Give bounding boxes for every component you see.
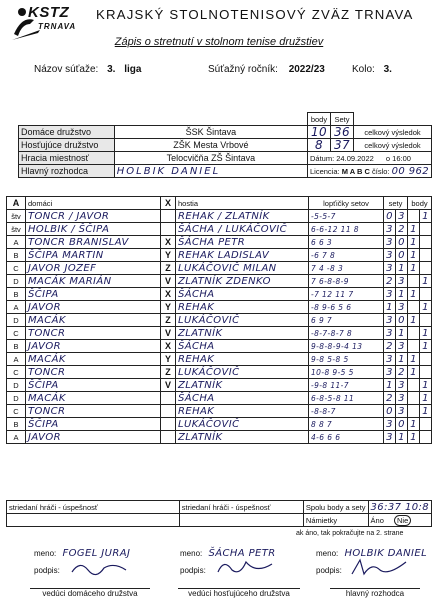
match-row [7, 379, 432, 392]
away-leader-name: ŠÁCHA PETR [208, 548, 276, 559]
match-points-away: 1 [420, 327, 432, 340]
match-away-player: REHAK / ZLATNÍK [176, 210, 309, 223]
match-side: C [7, 405, 26, 418]
venue-value: Telocvičňa ZŠ Šintava [114, 152, 307, 165]
match-row [7, 353, 432, 366]
match-sets-home: 3 [384, 223, 396, 236]
match-letter [161, 405, 176, 418]
ref-name: HOLBIK DANIEL [344, 548, 428, 559]
match-points-home [408, 405, 420, 418]
subs-away-label: striedaní hráči - úspešnosť [179, 501, 303, 514]
league-label: Názov súťaže: [34, 64, 99, 75]
match-sets-away: 3 [396, 340, 408, 353]
date-value: 24.09.2022 [336, 153, 374, 163]
points-header: body [307, 113, 330, 126]
remarks-no: Nie [394, 515, 411, 526]
match-row [7, 301, 432, 314]
match-row [7, 431, 432, 444]
sums-label: Spolu body a sety [303, 501, 368, 514]
col-x: X [161, 197, 176, 210]
match-sets-away: 1 [396, 262, 408, 275]
match-points-away [420, 418, 432, 431]
match-set-scores: 9-8 5-8 5 [309, 353, 384, 366]
match-points-away [420, 288, 432, 301]
match-set-scores: 6-8-5-8 11 [309, 392, 384, 405]
col-set-scores: lopťičky setov [309, 197, 384, 210]
away-leader-caption: vedúci hosťujúceho družstva [178, 588, 300, 598]
license-label: Licencia: [309, 166, 340, 176]
season-label: Súťažný ročník: [208, 64, 278, 75]
match-letter: Y [161, 353, 176, 366]
league-suffix: liga [124, 64, 142, 75]
match-sets-away: 3 [396, 275, 408, 288]
match-points-away [420, 314, 432, 327]
match-points-away [420, 223, 432, 236]
match-home-player: TONCR [26, 327, 161, 340]
match-home-player: MACÁK [26, 314, 161, 327]
match-away-player: REHAK LADISLAV [176, 249, 309, 262]
match-side: D [7, 275, 26, 288]
home-signature-icon [70, 558, 130, 578]
match-points-home [408, 210, 420, 223]
match-sets-away: 0 [396, 236, 408, 249]
match-row [7, 262, 432, 275]
col-home: domáci [26, 197, 161, 210]
match-sets-home: 2 [384, 392, 396, 405]
away-team-name: ZŠK Mesta Vrbové [114, 139, 307, 152]
round-label: Kolo: [352, 64, 375, 75]
match-set-scores: 4-6 6 6 [309, 431, 384, 444]
match-set-scores: -6 7 8 [309, 249, 384, 262]
match-letter: Z [161, 262, 176, 275]
match-away-player: LUKÁČOVIČ [176, 418, 309, 431]
subs-home-label: striedaní hráči - úspešnosť [7, 501, 180, 514]
match-points-away [420, 249, 432, 262]
license-class: M A B C [341, 166, 370, 176]
home-sign-label: podpis: [34, 566, 60, 575]
match-home-player: JAVOR [26, 301, 161, 314]
match-away-player: REHAK [176, 353, 309, 366]
match-side: B [7, 249, 26, 262]
match-letter: Y [161, 249, 176, 262]
match-points-home: 1 [408, 262, 420, 275]
match-home-player: TONCR [26, 366, 161, 379]
match-set-scores: 6 6 3 [309, 236, 384, 249]
match-row [7, 210, 432, 223]
away-points: 8 [307, 139, 330, 152]
match-points-home [408, 327, 420, 340]
away-name-label: meno: [180, 549, 203, 558]
season-value: 2022/23 [288, 64, 325, 75]
match-points-away: 1 [420, 392, 432, 405]
logo-subtext: TRNAVA [38, 22, 77, 31]
ref-sign-label: podpis: [316, 566, 342, 575]
match-points-home: 1 [408, 431, 420, 444]
match-side: D [7, 314, 26, 327]
date-label: Dátum: [309, 153, 335, 163]
match-side: B [7, 340, 26, 353]
col-points: body [408, 197, 432, 210]
match-points-away: 1 [420, 301, 432, 314]
match-row [7, 418, 432, 431]
match-away-player: ZLATNÍK [176, 431, 309, 444]
match-row [7, 340, 432, 353]
logo-text: KSTZ [28, 4, 70, 21]
time-label: o [385, 153, 391, 163]
license-number: 00 962 [391, 165, 429, 177]
match-home-player: ŠČIPA MARTIN [26, 249, 161, 262]
match-sets-away: 2 [396, 366, 408, 379]
match-letter [161, 418, 176, 431]
match-away-player: ZLATNÍK [176, 379, 309, 392]
round-field [352, 64, 392, 75]
match-points-home [408, 301, 420, 314]
match-sets-away: 1 [396, 431, 408, 444]
match-sets-away: 3 [396, 405, 408, 418]
match-set-scores: -8-8-7 [309, 405, 384, 418]
match-letter: V [161, 327, 176, 340]
match-set-scores: 10-8 9-5 5 [309, 366, 384, 379]
match-letter [161, 392, 176, 405]
match-away-player: ŠÁCHA [176, 340, 309, 353]
league-value: 3. [107, 64, 116, 75]
match-sets-away: 1 [396, 288, 408, 301]
match-row [7, 327, 432, 340]
match-away-player: LUKÁČOVIČ MILAN [176, 262, 309, 275]
time-value: 16:00 [392, 153, 411, 163]
match-row [7, 275, 432, 288]
match-points-away [420, 262, 432, 275]
match-sets-away: 0 [396, 314, 408, 327]
away-signature-icon [216, 556, 276, 578]
match-sets-home: 3 [384, 249, 396, 262]
ref-name-label: meno: [316, 549, 339, 558]
match-points-away: 1 [420, 275, 432, 288]
match-row [7, 366, 432, 379]
match-home-player: JAVOR [26, 431, 161, 444]
match-sets-away: 1 [396, 353, 408, 366]
match-points-home: 1 [408, 236, 420, 249]
match-sets-away: 0 [396, 249, 408, 262]
match-points-home: 1 [408, 353, 420, 366]
match-home-player: ŠČIPA [26, 418, 161, 431]
match-sets-home: 3 [384, 431, 396, 444]
referee-label: Hlavný rozhodca [19, 165, 115, 178]
away-sign-label: podpis: [180, 566, 206, 575]
match-home-player: MACÁK MARIÁN [26, 275, 161, 288]
match-points-home: 1 [408, 366, 420, 379]
match-side: C [7, 327, 26, 340]
match-sets-away: 3 [396, 301, 408, 314]
match-set-scores: -9-8 11-7 [309, 379, 384, 392]
season-field [208, 64, 325, 75]
away-sets: 37 [330, 139, 353, 152]
col-away: hostia [176, 197, 309, 210]
match-side: štv [7, 210, 26, 223]
away-team-label: Hosťujúce družstvo [19, 139, 115, 152]
match-sets-away: 1 [396, 327, 408, 340]
home-points: 10 [307, 126, 330, 139]
match-side: A [7, 431, 26, 444]
match-set-scores: -8-7-8-7 8 [309, 327, 384, 340]
footer-table [6, 500, 432, 527]
license-number-label: číslo: [371, 166, 390, 176]
home-team-name: ŠSK Šintava [114, 126, 307, 139]
total-label-home: celkový výsledok [354, 126, 432, 139]
match-away-player: ZLATNÍK [176, 327, 309, 340]
match-home-player: MACÁK [26, 392, 161, 405]
match-points-away [420, 353, 432, 366]
match-letter: Z [161, 366, 176, 379]
match-away-player: ŠÁCHA PETR [176, 236, 309, 249]
match-side: A [7, 353, 26, 366]
match-sets-home: 1 [384, 379, 396, 392]
col-sets: sety [384, 197, 408, 210]
match-info-table [18, 112, 432, 178]
match-set-scores: 9-8-8-9-4 13 [309, 340, 384, 353]
match-away-player: ŠÁCHA [176, 288, 309, 301]
match-side: C [7, 366, 26, 379]
continue-note: ak áno, tak pokračujte na 2. strane [296, 530, 404, 537]
match-points-home [408, 340, 420, 353]
match-points-away: 1 [420, 340, 432, 353]
match-away-player: ŠÁCHA / LUKÁČOVIČ [176, 223, 309, 236]
match-sets-home: 3 [384, 418, 396, 431]
match-sets-home: 3 [384, 262, 396, 275]
match-letter: V [161, 275, 176, 288]
match-side: C [7, 262, 26, 275]
match-points-away: 1 [420, 210, 432, 223]
match-side: D [7, 379, 26, 392]
match-sets-home: 3 [384, 366, 396, 379]
match-points-home: 1 [408, 314, 420, 327]
match-sets-away: 3 [396, 379, 408, 392]
match-set-scores: 8 8 7 [309, 418, 384, 431]
match-points-away: 1 [420, 405, 432, 418]
match-home-player: ŠČIPA [26, 379, 161, 392]
match-sets-home: 1 [384, 301, 396, 314]
match-away-player: LUKÁČOVIČ [176, 314, 309, 327]
league-field [34, 64, 141, 75]
match-home-player: JAVOR [26, 340, 161, 353]
match-points-home [408, 275, 420, 288]
match-sets-home: 3 [384, 327, 396, 340]
venue-label: Hracia miestnosť [19, 152, 115, 165]
match-letter: Z [161, 314, 176, 327]
match-away-player: ZLATNÍK ZDENKO [176, 275, 309, 288]
home-leader-caption: vedúci domáceho družstva [30, 588, 150, 598]
sets-header: Sety [330, 113, 353, 126]
match-sets-away: 3 [396, 392, 408, 405]
match-letter: Y [161, 301, 176, 314]
col-a: A [7, 197, 26, 210]
match-letter: X [161, 236, 176, 249]
match-home-player: TONCR [26, 405, 161, 418]
match-points-home: 1 [408, 223, 420, 236]
match-points-home [408, 392, 420, 405]
match-set-scores: 7 6-8-8-9 [309, 275, 384, 288]
round-value: 3. [383, 64, 392, 75]
form-subtitle: Zápis o stretnutí v stolnom tenise družstiev [114, 36, 324, 48]
home-sets: 36 [330, 126, 353, 139]
match-letter [161, 210, 176, 223]
match-side: A [7, 236, 26, 249]
match-sets-home: 3 [384, 314, 396, 327]
match-points-away [420, 366, 432, 379]
match-away-player: LUKÁČOVIČ [176, 366, 309, 379]
referee-value: HOLBIK DANIEL [114, 165, 307, 178]
sums-value: 36:37 10:8 [368, 501, 431, 514]
match-set-scores: 7 4 -8 3 [309, 262, 384, 275]
match-sets-home: 2 [384, 340, 396, 353]
match-row [7, 405, 432, 418]
match-sets-away: 3 [396, 210, 408, 223]
match-row [7, 288, 432, 301]
match-home-player: HOLBIK / ŠČIPA [26, 223, 161, 236]
match-letter [161, 431, 176, 444]
organization-title: KRAJSKÝ STOLNOTENISOVÝ ZVÄZ TRNAVA [96, 7, 414, 22]
home-name-label: meno: [34, 549, 57, 558]
match-points-away [420, 236, 432, 249]
match-points-home: 1 [408, 288, 420, 301]
match-set-scores: 6-6-12 11 8 [309, 223, 384, 236]
match-sets-away: 2 [396, 223, 408, 236]
ref-signature-icon [350, 556, 410, 578]
match-sets-home: 3 [384, 236, 396, 249]
header [0, 0, 438, 52]
total-label-away: celkový výsledok [354, 139, 432, 152]
match-row [7, 314, 432, 327]
match-row [7, 392, 432, 405]
remarks-yes: Áno [370, 515, 384, 525]
match-sets-away: 0 [396, 418, 408, 431]
match-set-scores: -7 12 11 7 [309, 288, 384, 301]
remarks-label: Námietky [303, 514, 368, 527]
match-away-player: ŠÁCHA [176, 392, 309, 405]
match-set-scores: 6 9 7 [309, 314, 384, 327]
match-letter: V [161, 379, 176, 392]
home-team-label: Domáce družstvo [19, 126, 115, 139]
match-row [7, 249, 432, 262]
match-sets-home: 0 [384, 405, 396, 418]
match-side: D [7, 392, 26, 405]
match-side: A [7, 301, 26, 314]
match-side: štv [7, 223, 26, 236]
match-row [7, 223, 432, 236]
matches-table [6, 196, 432, 444]
match-home-player: MACÁK [26, 353, 161, 366]
match-points-home [408, 379, 420, 392]
match-sets-home: 3 [384, 353, 396, 366]
match-letter [161, 223, 176, 236]
match-home-player: ŠČIPA [26, 288, 161, 301]
match-side: B [7, 288, 26, 301]
ref-caption: hlavný rozhodca [330, 588, 420, 598]
home-leader-name: FOGEL JURAJ [62, 548, 131, 559]
match-home-player: TONCR BRANISLAV [26, 236, 161, 249]
match-letter: X [161, 340, 176, 353]
match-set-scores: -8 9-6 5 6 [309, 301, 384, 314]
match-home-player: TONCR / JAVOR [26, 210, 161, 223]
match-away-player: REHAK [176, 405, 309, 418]
match-set-scores: -5-5-7 [309, 210, 384, 223]
match-sets-home: 2 [384, 275, 396, 288]
match-side: B [7, 418, 26, 431]
match-sets-home: 0 [384, 210, 396, 223]
match-home-player: JAVOR JOZEF [26, 262, 161, 275]
match-points-away: 1 [420, 379, 432, 392]
match-letter: X [161, 288, 176, 301]
match-away-player: REHAK [176, 301, 309, 314]
match-row [7, 236, 432, 249]
match-points-home: 1 [408, 418, 420, 431]
match-points-home: 1 [408, 249, 420, 262]
match-sets-home: 3 [384, 288, 396, 301]
match-points-away [420, 431, 432, 444]
